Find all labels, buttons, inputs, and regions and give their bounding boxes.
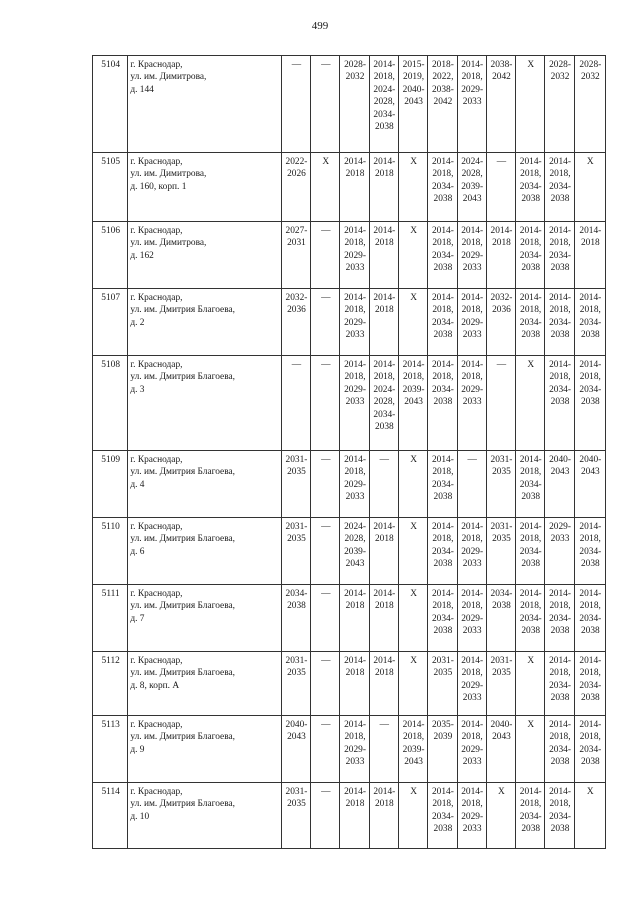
schedule-cell: X (516, 56, 545, 153)
schedule-cell: 2014- 2018, 2024- 2028, 2034- 2038 (369, 356, 398, 451)
schedule-cell: — (281, 56, 310, 153)
address-line: ул. им. Дмитрия Благоева, (130, 467, 236, 478)
address-line: д. 162 (130, 250, 154, 261)
schedule-cell: 2031- 2035 (486, 451, 515, 518)
schedule-cell: 2014- 2018, 2034- 2038 (574, 716, 605, 783)
schedule-cell: X (398, 652, 427, 716)
schedule-cell: 2018- 2022, 2038- 2042 (428, 56, 457, 153)
address-cell (128, 585, 281, 652)
address-line: ул. им. Димитрова, (130, 72, 207, 83)
schedule-cell: 2014- 2018, 2029- 2033 (457, 222, 486, 289)
schedule-cell: — (486, 356, 515, 451)
address-line: д. 144 (130, 84, 154, 95)
address-cell (128, 451, 281, 518)
schedule-cell: 2014- 2018, 2034- 2038 (574, 652, 605, 716)
schedule-cell: 2040- 2043 (486, 716, 515, 783)
address-line: д. 3 (130, 384, 145, 395)
row-number: 5105 (93, 153, 128, 222)
schedule-cell: 2014- 2018, 2034- 2038 (574, 585, 605, 652)
schedule-cell: 2014- 2018 (340, 585, 369, 652)
schedule-cell: 2014- 2018, 2034- 2038 (516, 783, 545, 849)
schedule-cell: — (369, 451, 398, 518)
schedule-cell: 2014- 2018, 2034- 2038 (545, 783, 574, 849)
table-row (93, 585, 606, 652)
schedule-cell: 2022- 2026 (281, 153, 310, 222)
schedule-cell: 2028- 2032 (545, 56, 574, 153)
address-line: г. Краснодар, (130, 360, 183, 370)
table-row (93, 56, 606, 153)
schedule-cell: 2014- 2018, 2034- 2038 (428, 356, 457, 451)
table-row (93, 652, 606, 716)
schedule-cell: 2028- 2032 (340, 56, 369, 153)
schedule-cell: 2014- 2018 (486, 222, 515, 289)
schedule-cell: 2040- 2043 (281, 716, 310, 783)
schedule-cell: — (486, 153, 515, 222)
schedule-cell: 2031- 2035 (281, 518, 310, 585)
schedule-cell: 2014- 2018 (369, 783, 398, 849)
address-line: ул. им. Дмитрия Благоева, (130, 534, 236, 545)
schedule-cell: X (398, 451, 427, 518)
schedule-cell: 2014- 2018, 2029- 2033 (457, 518, 486, 585)
schedule-cell: 2014- 2018, 2034- 2038 (516, 222, 545, 289)
schedule-cell: 2029- 2033 (545, 518, 574, 585)
schedule-cell: 2032- 2036 (486, 289, 515, 356)
schedule-cell: 2014- 2018, 2034- 2038 (545, 153, 574, 222)
schedule-cell: 2040- 2043 (574, 451, 605, 518)
schedule-cell: X (516, 356, 545, 451)
schedule-cell: 2035- 2039 (428, 716, 457, 783)
schedule-cell: 2031- 2035 (486, 652, 515, 716)
schedule-cell: 2014- 2018, 2034- 2038 (428, 585, 457, 652)
schedule-cell: 2014- 2018, 2029- 2033 (340, 451, 369, 518)
schedule-cell: 2014- 2018, 2034- 2038 (516, 289, 545, 356)
schedule-cell: 2014- 2018, 2034- 2038 (545, 289, 574, 356)
address-cell (128, 289, 281, 356)
schedule-cell: X (398, 153, 427, 222)
schedule-cell: 2034- 2038 (486, 585, 515, 652)
schedule-cell: 2038- 2042 (486, 56, 515, 153)
schedule-cell: 2014- 2018 (369, 153, 398, 222)
schedule-cell: 2014- 2018, 2034- 2038 (574, 289, 605, 356)
schedule-cell: 2014- 2018, 2034- 2038 (545, 585, 574, 652)
schedule-cell: 2014- 2018, 2034- 2038 (545, 716, 574, 783)
schedule-cell: 2014- 2018, 2029- 2033 (457, 716, 486, 783)
schedule-cell: — (369, 716, 398, 783)
schedule-cell: 2014- 2018, 2034- 2038 (574, 518, 605, 585)
row-number: 5106 (93, 222, 128, 289)
schedule-cell: X (398, 222, 427, 289)
schedule-cell: 2014- 2018 (369, 222, 398, 289)
page-number: 499 (311, 20, 329, 32)
address-line: ул. им. Димитрова, (130, 238, 207, 249)
row-number: 5113 (93, 716, 128, 783)
schedule-cell: 2014- 2018, 2029- 2033 (457, 585, 486, 652)
schedule-cell: 2014- 2018, 2034- 2038 (574, 356, 605, 451)
schedule-cell: 2014- 2018 (369, 289, 398, 356)
address-cell (128, 56, 281, 153)
schedule-cell: X (398, 518, 427, 585)
schedule-cell: 2014- 2018, 2029- 2033 (340, 289, 369, 356)
schedule-cell: 2014- 2018, 2034- 2038 (516, 153, 545, 222)
schedule-cell: 2024- 2028, 2039- 2043 (457, 153, 486, 222)
schedule-cell: X (398, 585, 427, 652)
schedule-cell: 2014- 2018, 2029- 2033 (340, 222, 369, 289)
schedule-cell: 2014- 2018, 2029- 2033 (457, 289, 486, 356)
table-row (93, 289, 606, 356)
schedule-cell: — (281, 356, 310, 451)
row-number: 5107 (93, 289, 128, 356)
schedule-cell: 2014- 2018, 2029- 2033 (340, 356, 369, 451)
address-line: ул. им. Дмитрия Благоева, (130, 732, 236, 743)
schedule-cell: 2014- 2018, 2034- 2038 (428, 451, 457, 518)
schedule-cell: — (311, 652, 340, 716)
schedule-cell: 2014- 2018 (369, 652, 398, 716)
address-line: г. Краснодар, (130, 522, 183, 532)
schedule-cell: 2032- 2036 (281, 289, 310, 356)
schedule-cell: — (311, 356, 340, 451)
schedule-cell: 2014- 2018 (340, 652, 369, 716)
schedule-cell: — (311, 518, 340, 585)
schedule-cell: X (574, 783, 605, 849)
schedule-cell: X (516, 652, 545, 716)
address-cell (128, 356, 281, 451)
schedule-cell: 2014- 2018, 2034- 2038 (516, 585, 545, 652)
schedule-cell: — (311, 783, 340, 849)
schedule-cell: 2014- 2018, 2034- 2038 (545, 356, 574, 451)
schedule-cell: 2031- 2035 (281, 451, 310, 518)
schedule-cell: — (311, 585, 340, 652)
schedule-cell: X (516, 716, 545, 783)
address-line: г. Краснодар, (130, 787, 183, 797)
schedule-cell: 2014- 2018, 2029- 2033 (457, 356, 486, 451)
address-cell (128, 716, 281, 783)
schedule-cell: 2014- 2018 (340, 783, 369, 849)
schedule-cell: 2014- 2018, 2034- 2038 (428, 153, 457, 222)
table-row (93, 716, 606, 783)
schedule-cell: — (457, 451, 486, 518)
table-row (93, 518, 606, 585)
address-line: д. 7 (130, 613, 145, 624)
schedule-cell: 2014- 2018 (369, 585, 398, 652)
schedule-cell: 2014- 2018 (574, 222, 605, 289)
schedule-cell: X (398, 289, 427, 356)
address-line: ул. им. Димитрова, (130, 169, 207, 180)
schedule-cell: X (486, 783, 515, 849)
schedule-cell: X (574, 153, 605, 222)
schedule-cell: 2015- 2019, 2040- 2043 (398, 56, 427, 153)
schedule-cell: 2014- 2018, 2034- 2038 (428, 222, 457, 289)
schedule-cell: 2024- 2028, 2039- 2043 (340, 518, 369, 585)
schedule-cell: 2014- 2018, 2029- 2033 (457, 56, 486, 153)
row-number: 5112 (93, 652, 128, 716)
address-line: г. Краснодар, (130, 60, 183, 70)
table-body (93, 56, 606, 849)
row-number: 5109 (93, 451, 128, 518)
schedule-cell: 2014- 2018, 2039- 2043 (398, 716, 427, 783)
schedule-cell: 2040- 2043 (545, 451, 574, 518)
address-line: г. Краснодар, (130, 157, 183, 167)
address-line: г. Краснодар, (130, 293, 183, 303)
address-line: ул. им. Дмитрия Благоева, (130, 601, 236, 612)
address-line: д. 8, корп. А (130, 680, 180, 691)
schedule-cell: 2031- 2035 (428, 652, 457, 716)
schedule-cell: 2014- 2018 (369, 518, 398, 585)
address-line: д. 4 (130, 479, 145, 490)
address-cell (128, 153, 281, 222)
address-line: г. Краснодар, (130, 455, 183, 465)
schedule-cell: 2034- 2038 (281, 585, 310, 652)
schedule-cell: — (311, 289, 340, 356)
address-cell (128, 783, 281, 849)
table-row (93, 222, 606, 289)
schedule-cell: 2031- 2035 (486, 518, 515, 585)
address-line: ул. им. Дмитрия Благоева, (130, 305, 236, 316)
schedule-cell: X (311, 153, 340, 222)
address-line: г. Краснодар, (130, 226, 183, 236)
row-number: 5111 (93, 585, 128, 652)
address-line: ул. им. Дмитрия Благоева, (130, 372, 236, 383)
address-line: д. 160, корп. 1 (130, 181, 187, 192)
schedule-cell: 2031- 2035 (281, 783, 310, 849)
schedule-cell: X (398, 783, 427, 849)
schedule-cell: — (311, 56, 340, 153)
address-line: д. 10 (130, 811, 150, 822)
schedule-cell: — (311, 716, 340, 783)
row-number: 5104 (93, 56, 128, 153)
address-line: ул. им. Дмитрия Благоева, (130, 668, 236, 679)
schedule-cell: — (311, 222, 340, 289)
address-line: д. 9 (130, 744, 145, 755)
table-row (93, 356, 606, 451)
schedule-cell: 2014- 2018, 2029- 2033 (457, 783, 486, 849)
schedule-cell: 2014- 2018, 2034- 2038 (545, 652, 574, 716)
table-row (93, 153, 606, 222)
address-cell (128, 518, 281, 585)
schedule-cell: 2014- 2018, 2039- 2043 (398, 356, 427, 451)
schedule-cell: 2027- 2031 (281, 222, 310, 289)
address-cell (128, 652, 281, 716)
schedule-cell: — (311, 451, 340, 518)
table-row (93, 783, 606, 849)
row-number: 5108 (93, 356, 128, 451)
schedule-cell: 2014- 2018, 2034- 2038 (516, 451, 545, 518)
schedule-cell: 2014- 2018, 2034- 2038 (428, 783, 457, 849)
schedule-cell: 2014- 2018, 2024- 2028, 2034- 2038 (369, 56, 398, 153)
schedule-cell: 2014- 2018, 2034- 2038 (545, 222, 574, 289)
schedule-cell: 2014- 2018, 2034- 2038 (516, 518, 545, 585)
address-line: г. Краснодар, (130, 720, 183, 730)
schedule-cell: 2014- 2018 (340, 153, 369, 222)
address-cell (128, 222, 281, 289)
schedule-cell: 2031- 2035 (281, 652, 310, 716)
schedule-cell: 2014- 2018, 2029- 2033 (340, 716, 369, 783)
table-row (93, 451, 606, 518)
schedule-cell: 2028- 2032 (574, 56, 605, 153)
address-line: г. Краснодар, (130, 589, 183, 599)
repair-schedule-table (92, 55, 606, 849)
row-number: 5110 (93, 518, 128, 585)
address-line: г. Краснодар, (130, 656, 183, 666)
address-line: ул. им. Дмитрия Благоева, (130, 799, 236, 810)
address-line: д. 2 (130, 317, 145, 328)
schedule-cell: 2014- 2018, 2034- 2038 (428, 289, 457, 356)
schedule-cell: 2014- 2018, 2029- 2033 (457, 652, 486, 716)
schedule-cell: 2014- 2018, 2034- 2038 (428, 518, 457, 585)
address-line: д. 6 (130, 546, 145, 557)
row-number: 5114 (93, 783, 128, 849)
